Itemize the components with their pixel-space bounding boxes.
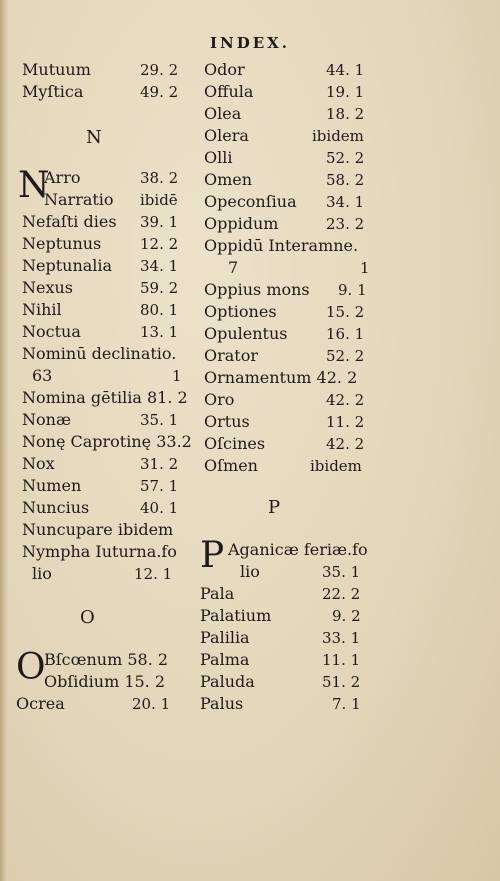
right-term-21: Palatium xyxy=(200,606,272,625)
right-page-17: 42. 2 xyxy=(326,435,365,453)
left-term-19b: lio xyxy=(32,564,52,583)
right-page-10: 9. 1 xyxy=(338,281,367,299)
right-page-4: ibidem xyxy=(312,127,364,145)
right-term-3: Olea xyxy=(204,104,242,123)
left-term-11: Nominū declinatio. xyxy=(22,344,177,363)
left-term-19: Nympha Iuturna.fo xyxy=(22,542,177,561)
right-page-7: 34. 1 xyxy=(326,193,365,211)
right-term-23: Palma xyxy=(200,650,250,669)
right-term-4: Olera xyxy=(204,126,249,145)
left-term-13: Nonæ xyxy=(22,410,71,429)
right-term-13: Orator xyxy=(204,346,259,365)
right-page-2: 19. 1 xyxy=(326,83,365,101)
left-term-22: Ocrea xyxy=(16,694,65,713)
right-term-7: Opeconſiua xyxy=(204,192,297,211)
left-term-6: Neptunus xyxy=(22,234,102,253)
right-page-19b: 35. 1 xyxy=(322,563,361,581)
left-term-20: Bſcœnum 58. 2 xyxy=(44,650,169,669)
right-page-15: 42. 2 xyxy=(326,391,365,409)
left-page-3: 38. 2 xyxy=(140,169,179,187)
left-term-17: Nuncius xyxy=(22,498,90,517)
left-page-9: 80. 1 xyxy=(140,301,179,319)
right-term-6: Omen xyxy=(204,170,253,189)
left-page-8: 59. 2 xyxy=(140,279,179,297)
left-page-11b: 1 xyxy=(172,367,182,385)
right-page-25: 7. 1 xyxy=(332,695,361,713)
left-term-9: Nihil xyxy=(22,300,62,319)
page-gutter-shadow xyxy=(0,0,8,881)
right-page-16: 11. 2 xyxy=(326,413,365,431)
left-term-12: Nomina gētilia 81. 2 xyxy=(22,388,188,407)
right-term-14: Ornamentum 42. 2 xyxy=(204,368,358,387)
right-term-16: Ortus xyxy=(204,412,250,431)
right-term-9b: 7 xyxy=(228,258,239,277)
right-term-15: Oro xyxy=(204,390,235,409)
right-page-22: 33. 1 xyxy=(322,629,361,647)
right-term-20: Pala xyxy=(200,584,235,603)
left-term-3: Arro xyxy=(44,168,81,187)
left-term-7: Neptunalia xyxy=(22,256,113,275)
right-term-5: Olli xyxy=(204,148,233,167)
left-page-19b: 12. 1 xyxy=(134,565,173,583)
left-term-2: Myſtica xyxy=(22,82,84,101)
left-page-22: 20. 1 xyxy=(132,695,171,713)
left-term-8: Nexus xyxy=(22,278,74,297)
right-term-9: Oppidū Interamne. xyxy=(204,236,359,255)
drop-cap-n: N xyxy=(18,165,50,206)
right-page-6: 58. 2 xyxy=(326,171,365,189)
drop-cap-p: P xyxy=(200,535,225,576)
right-term-25: Palus xyxy=(200,694,244,713)
right-term-2: Offula xyxy=(204,82,254,101)
right-page-12: 16. 1 xyxy=(326,325,365,343)
right-page-3: 18. 2 xyxy=(326,105,365,123)
right-term-18: Oſmen xyxy=(204,456,258,475)
right-term-10: Oppius mons xyxy=(204,280,310,299)
right-page-23: 11. 1 xyxy=(322,651,361,669)
right-term-19: Aganicæ feriæ.fo xyxy=(228,540,368,559)
left-term-11b: 63 xyxy=(32,366,53,385)
left-page-2: 49. 2 xyxy=(140,83,179,101)
left-page-15: 31. 2 xyxy=(140,455,179,473)
right-page-24: 51. 2 xyxy=(322,673,361,691)
right-page-5: 52. 2 xyxy=(326,149,365,167)
left-term-15: Nox xyxy=(22,454,55,473)
right-term-17: Oſcines xyxy=(204,434,266,453)
right-term-19b: lio xyxy=(240,562,260,581)
page-header: INDEX. xyxy=(209,34,291,52)
left-page-10: 13. 1 xyxy=(140,323,179,341)
left-term-10: Noctua xyxy=(22,322,81,341)
right-page-13: 52. 2 xyxy=(326,347,365,365)
right-term-24: Paluda xyxy=(200,672,255,691)
right-page-1: 44. 1 xyxy=(326,61,365,79)
left-term-4: Narratio xyxy=(44,190,114,209)
left-page-1: 29. 2 xyxy=(140,61,179,79)
section-letter-n: N xyxy=(86,127,102,148)
right-term-8: Oppidum xyxy=(204,214,279,233)
right-term-1: Odor xyxy=(204,60,245,79)
left-page-4: ibidē xyxy=(140,191,178,209)
right-page-9b: 1 xyxy=(360,259,370,277)
left-term-18: Nuncupare ibidem xyxy=(22,520,174,539)
drop-cap-o: O xyxy=(16,647,46,688)
right-term-22: Palilia xyxy=(200,628,250,647)
section-letter-o: O xyxy=(80,607,95,628)
left-page-5: 39. 1 xyxy=(140,213,179,231)
right-page-18: ibidem xyxy=(310,457,362,475)
left-term-16: Numen xyxy=(22,476,82,495)
right-term-11: Optiones xyxy=(204,302,277,321)
right-page-11: 15. 2 xyxy=(326,303,365,321)
right-page-8: 23. 2 xyxy=(326,215,365,233)
right-page-21: 9. 2 xyxy=(332,607,361,625)
left-page-7: 34. 1 xyxy=(140,257,179,275)
section-letter-p: P xyxy=(268,497,281,518)
left-page-6: 12. 2 xyxy=(140,235,179,253)
left-term-14: Nonę Caprotinę 33.2 xyxy=(22,432,192,451)
left-term-21: Obſidium 15. 2 xyxy=(44,672,166,691)
left-term-5: Nefaſti dies xyxy=(22,212,117,231)
left-page-17: 40. 1 xyxy=(140,499,179,517)
right-page-20: 22. 2 xyxy=(322,585,361,603)
left-term-1: Mutuum xyxy=(22,60,91,79)
left-page-16: 57. 1 xyxy=(140,477,179,495)
left-page-13: 35. 1 xyxy=(140,411,179,429)
right-term-12: Opulentus xyxy=(204,324,288,343)
